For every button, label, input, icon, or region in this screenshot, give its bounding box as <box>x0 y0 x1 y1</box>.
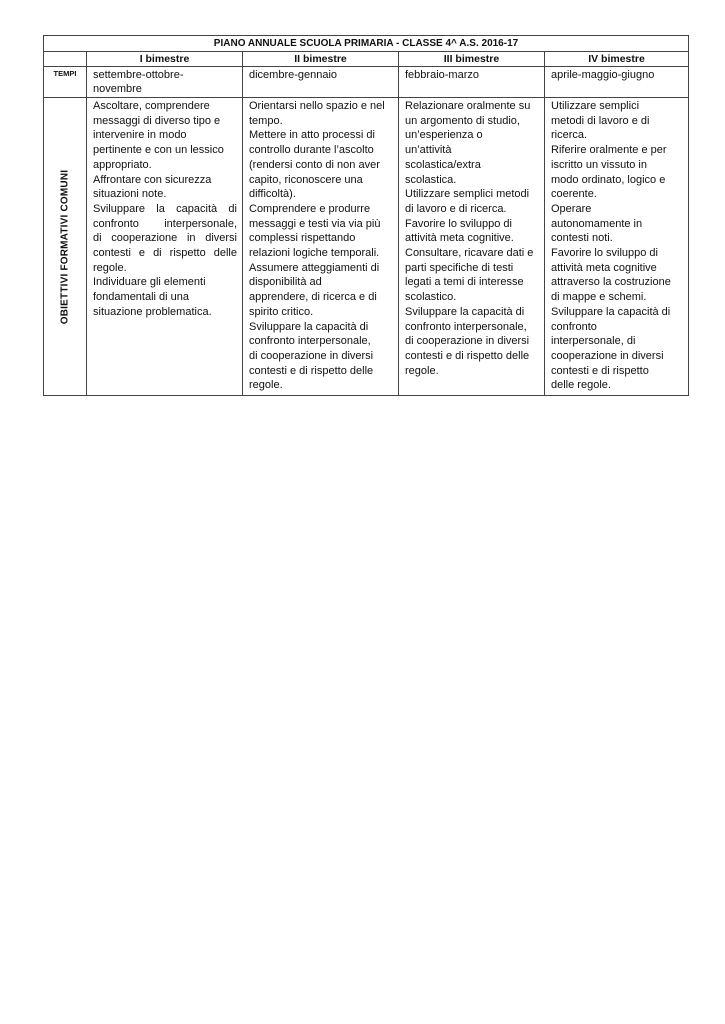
cell-text-line: confronto <box>551 320 597 333</box>
column-header-bimestre-3: III bimestre <box>399 52 545 67</box>
cell-text-line: disponibilità ad <box>249 276 322 289</box>
cell-text-line: Relazionare oralmente su <box>405 100 531 112</box>
cell-text-line: parti specifiche di testi <box>405 261 514 274</box>
cell-text-line: settembre-ottobre- <box>93 69 184 81</box>
obiettivi-cell-4 <box>545 98 689 396</box>
cell-text-line: spirito critico. <box>249 305 314 318</box>
cell-text-line: confronto interpersonale, <box>93 217 237 230</box>
cell-text-line: novembre <box>93 83 142 95</box>
cell-text-line: difficoltà). <box>249 188 296 201</box>
cell-text-line: cooperazione in diversi <box>551 349 664 362</box>
obiettivi-row-label-cell <box>44 98 87 396</box>
cell-text-line: Mettere in atto processi di <box>249 129 375 142</box>
cell-text-line: contesti e di rispetto delle <box>249 364 374 377</box>
cell-text-line: scolastica. <box>405 173 457 186</box>
header-row <box>44 52 689 67</box>
cell-text-line: Operare <box>551 202 592 215</box>
column-header-bimestre-4: IV bimestre <box>545 52 689 67</box>
document-title: PIANO ANNUALE SCUOLA PRIMARIA - CLASSE 4^ A.S. 2016-17 <box>44 36 689 52</box>
cell-text-line: attività meta cognitive. <box>405 232 514 245</box>
obiettivi-cell-3 <box>399 98 545 396</box>
cell-text-line: un argomento di studio, <box>405 114 520 127</box>
cell-text-line: autonomamente in <box>551 217 643 230</box>
cell-text-line: ricerca. <box>551 129 588 142</box>
cell-text-line: tempo. <box>249 114 283 127</box>
cell-text-line: appropriato. <box>93 158 152 171</box>
tempi-cell-4 <box>545 67 689 98</box>
cell-text-line: aprile-maggio-giugno <box>551 69 655 81</box>
cell-text-line: regole. <box>405 364 439 377</box>
cell-text-line: contesti noti. <box>551 232 613 245</box>
cell-text-line: regole. <box>249 379 283 392</box>
cell-text-line: contesti e di rispetto delle <box>93 247 237 260</box>
cell-text-line: Favorire lo sviluppo di <box>405 217 512 230</box>
column-header-bimestre-2: II bimestre <box>243 52 399 67</box>
cell-text-line: di mappe e schemi. <box>551 291 647 304</box>
cell-text-line: confronto interpersonale, <box>249 335 371 348</box>
cell-text-line: contesti e di rispetto delle <box>405 349 530 362</box>
cell-text-line: situazioni note. <box>93 188 167 201</box>
cell-text-line: Individuare gli elementi <box>93 276 206 289</box>
cell-text-line: Assumere atteggiamenti di <box>249 261 380 274</box>
cell-text-line: relazioni logiche temporali. <box>249 247 380 260</box>
cell-text-line: Comprendere e produrre <box>249 202 371 215</box>
cell-text-line: contesti e di rispetto <box>551 364 649 377</box>
cell-text-line: Affrontare con sicurezza <box>93 173 212 186</box>
tempi-cell-1 <box>87 67 243 98</box>
cell-text-line: iscritto un vissuto in <box>551 158 647 171</box>
cell-text-line: scolastica/extra <box>405 158 481 171</box>
cell-text-line: capito, riconoscere una <box>249 173 363 186</box>
cell-text-line: messaggi e testi via via più <box>249 217 381 230</box>
document-page <box>43 35 688 396</box>
cell-text-line: Sviluppare la capacità di <box>405 305 525 318</box>
tempi-row-label: TEMPI <box>44 67 87 98</box>
cell-text-line: apprendere, di ricerca e di <box>249 291 377 304</box>
cell-text-line: Orientarsi nello spazio e nel <box>249 100 385 112</box>
cell-text-line: complessi rispettando <box>249 232 356 245</box>
cell-text-line: coerente. <box>551 188 597 201</box>
cell-text-line: scolastico. <box>405 291 457 304</box>
cell-text-line: attraverso la costruzione <box>551 276 671 289</box>
cell-text-line: fondamentali di una <box>93 291 190 304</box>
cell-text-line: pertinente e con un lessico <box>93 144 224 157</box>
cell-text-line: Utilizzare semplici metodi <box>405 188 530 201</box>
cell-text-line: regole. <box>93 261 127 274</box>
cell-text-line: messaggi di diverso tipo e <box>93 114 221 127</box>
tempi-cell-2 <box>243 67 399 98</box>
cell-text-line: Favorire lo sviluppo di <box>551 247 658 260</box>
cell-text-line: Sviluppare la capacità di <box>93 202 237 215</box>
cell-text-line: di cooperazione in diversi <box>93 232 237 245</box>
cell-text-line: delle regole. <box>551 379 611 392</box>
cell-text-line: Riferire oralmente e per <box>551 144 667 157</box>
cell-text-line: Sviluppare la capacità di <box>249 320 369 333</box>
cell-text-line: legati a temi di interesse <box>405 276 524 289</box>
obiettivi-cell-1 <box>87 98 243 396</box>
obiettivi-row-label: OBIETTIVI FORMATIVI COMUNI <box>59 169 71 324</box>
cell-text-line: (rendersi conto di non aver <box>249 158 380 171</box>
cell-text-line: di cooperazione in diversi <box>405 335 530 348</box>
cell-text-line: modo ordinato, logico e <box>551 173 666 186</box>
tempi-row <box>44 67 689 98</box>
obiettivi-cell-2 <box>243 98 399 396</box>
cell-text-line: controllo durante l’ascolto <box>249 144 374 157</box>
cell-text-line: metodi di lavoro e di <box>551 114 650 127</box>
cell-text-line: un’esperienza o <box>405 129 483 142</box>
cell-text-line: attività meta cognitive <box>551 261 657 274</box>
header-corner-cell <box>44 52 87 67</box>
column-header-bimestre-1: I bimestre <box>87 52 243 67</box>
cell-text-line: Consultare, ricavare dati e <box>405 247 534 260</box>
cell-text-line: febbraio-marzo <box>405 69 479 81</box>
cell-text-line: interpersonale, di <box>551 335 636 348</box>
cell-text-line: Ascoltare, comprendere <box>93 100 210 112</box>
cell-text-line: un’attività <box>405 144 452 157</box>
plan-table <box>43 35 689 396</box>
cell-text-line: di cooperazione in diversi <box>249 349 374 362</box>
cell-text-line: intervenire in modo <box>93 129 187 142</box>
cell-text-line: situazione problematica. <box>93 305 212 318</box>
cell-text-line: confronto interpersonale, <box>405 320 527 333</box>
cell-text-line: di lavoro e di ricerca. <box>405 202 507 215</box>
cell-text-line: Sviluppare la capacità di <box>551 305 671 318</box>
cell-text-line: dicembre-gennaio <box>249 69 338 81</box>
obiettivi-row <box>44 98 689 396</box>
cell-text-line: Utilizzare semplici <box>551 100 640 112</box>
title-row <box>44 36 689 52</box>
tempi-cell-3 <box>399 67 545 98</box>
